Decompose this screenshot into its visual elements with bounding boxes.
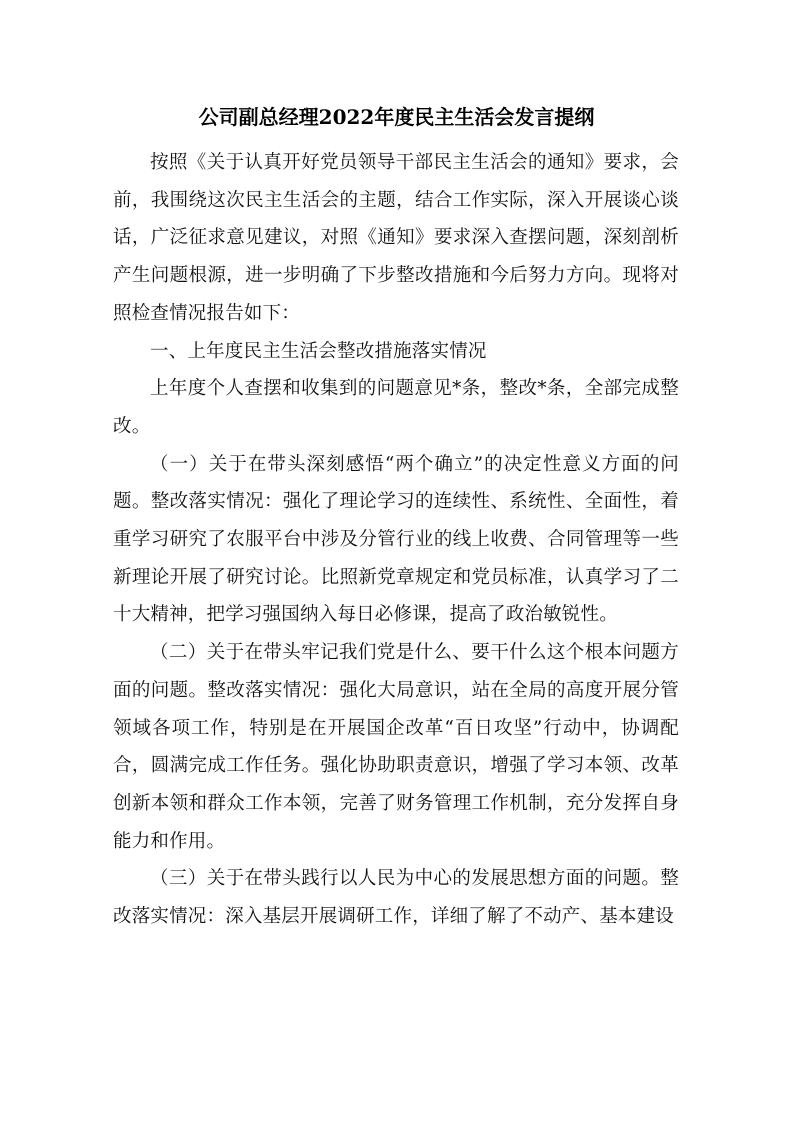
paragraph-item-1: （一）关于在带头深刻感悟“两个确立”的决定性意义方面的问题。整改落实情况：强化了理论学习的连续性、系统性、全面性，着重学习研究了农服平台中涉及分管行业的线上收费、合同管理等一些新理论开展了研究讨论。比照新党章规定和党员标准，认真学习了二十大精神，把学习强国纳入每日必修课，提高了政治敏锐性。 [113, 453, 679, 626]
paragraph-item-3: （三）关于在带头践行以人民为中心的发展思想方面的问题。整改落实情况：深入基层开展调研工作，详细了解了不动产、基本建设 [113, 868, 679, 928]
paragraph-intro: 按照《关于认真开好党员领导干部民主生活会的通知》要求，会前，我围绕这次民主生活会的主题，结合工作实际，深入开展谈心谈话，广泛征求意见建议，对照《通知》要求深入查摆问题，深刻剖析产生问题根源，进一步明确了下步整改措施和今后努力方向。现将对照检查情况报告如下： [113, 152, 679, 324]
paragraph-item-2: （二）关于在带头牢记我们党是什么、要干什么这个根本问题方面的问题。整改落实情况：强化大局意识，站在全局的高度开展分管领域各项工作，特别是在开展国企改革“百日攻坚”行动中，协调配合，圆满完成工作任务。强化协助职责意识，增强了学习本领、改革创新本领和群众工作本领，完善了财务管理工作机制，充分发挥自身能力和作用。 [113, 642, 679, 852]
paragraph-summary: 上年度个人查摆和收集到的问题意见*条，整改*条，全部完成整改。 [113, 378, 679, 437]
document-body [113, 144, 679, 936]
section-heading-1: 一、上年度民主生活会整改措施落实情况 [150, 340, 487, 362]
document-title: 公司副总经理2022年度民主生活会发言提纲 [198, 105, 595, 129]
